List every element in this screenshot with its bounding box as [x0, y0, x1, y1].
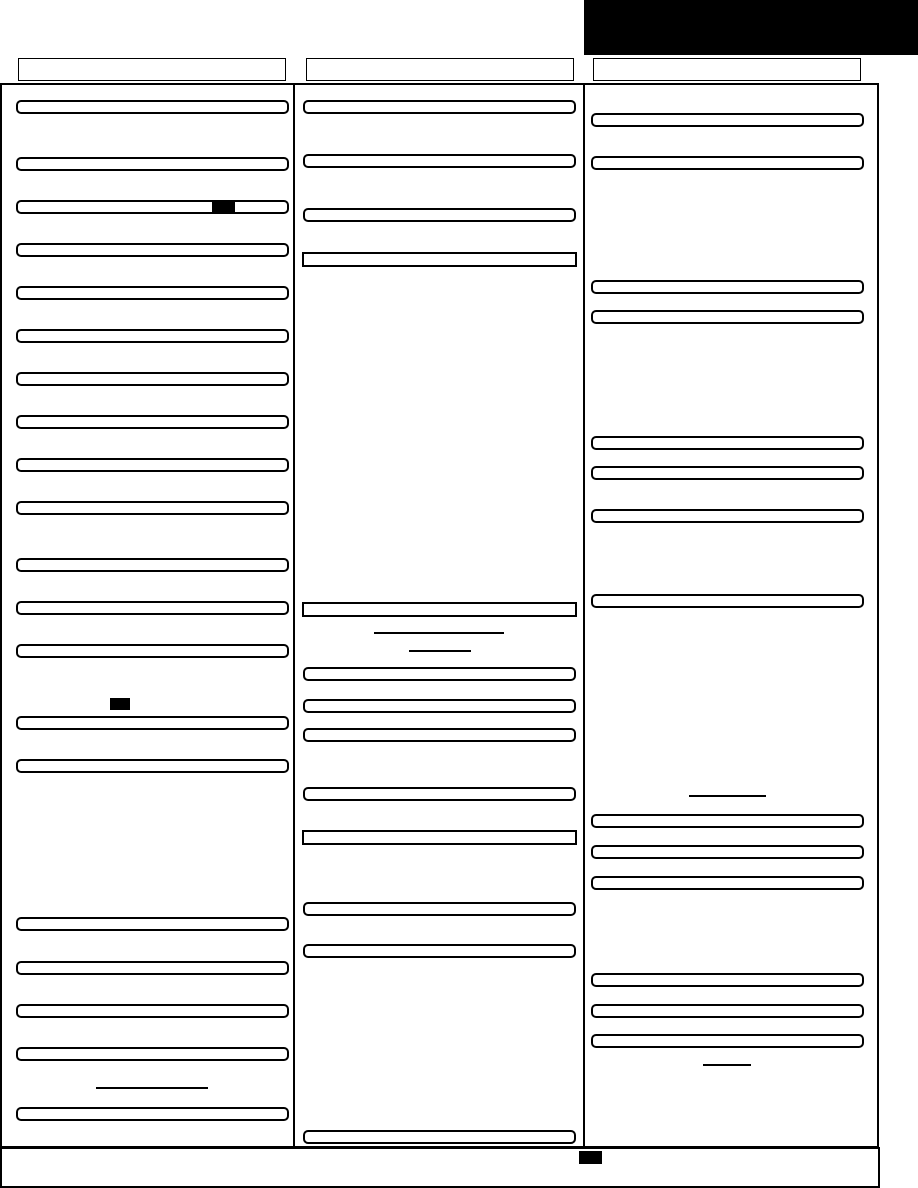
section-underline	[703, 1064, 751, 1066]
form-field[interactable]	[16, 286, 289, 300]
section-underline	[96, 1087, 208, 1089]
section-underline	[374, 632, 504, 634]
form-field[interactable]	[16, 243, 289, 257]
form-field[interactable]	[16, 1004, 289, 1018]
form-field[interactable]	[591, 436, 864, 450]
form-field[interactable]	[303, 667, 576, 681]
form-field[interactable]	[16, 200, 289, 214]
column-divider	[293, 85, 295, 1147]
form-field[interactable]	[303, 699, 576, 713]
form-field[interactable]	[591, 845, 864, 859]
form-field[interactable]	[591, 280, 864, 294]
field-marker	[212, 200, 235, 213]
form-field[interactable]	[16, 759, 289, 773]
section-underline	[409, 650, 471, 652]
form-field[interactable]	[16, 372, 289, 386]
field-marker	[110, 698, 130, 710]
form-field[interactable]	[303, 208, 576, 222]
form-field[interactable]	[591, 594, 864, 608]
form-field[interactable]	[303, 787, 576, 801]
form-field[interactable]	[303, 728, 576, 742]
column-header-left	[18, 58, 286, 81]
form-field[interactable]	[591, 1004, 864, 1018]
form-field[interactable]	[16, 458, 289, 472]
form-field[interactable]	[303, 902, 576, 916]
form-field[interactable]	[16, 100, 289, 114]
footer-marker	[579, 1151, 602, 1164]
form-field[interactable]	[303, 154, 576, 168]
form-field[interactable]	[16, 157, 289, 171]
form-field[interactable]	[591, 310, 864, 324]
form-field[interactable]	[16, 558, 289, 572]
form-field[interactable]	[591, 973, 864, 987]
column-header-right	[593, 58, 861, 81]
column-divider	[583, 85, 585, 1147]
form-section-box[interactable]	[302, 602, 577, 617]
form-field[interactable]	[591, 509, 864, 523]
form-field[interactable]	[591, 876, 864, 890]
form-field[interactable]	[591, 113, 864, 127]
form-field[interactable]	[16, 501, 289, 515]
form-field[interactable]	[16, 601, 289, 615]
form-field[interactable]	[16, 415, 289, 429]
form-field[interactable]	[16, 644, 289, 658]
form-title-block	[584, 0, 918, 55]
form-field[interactable]	[591, 466, 864, 480]
form-field[interactable]	[303, 100, 576, 114]
form-field[interactable]	[16, 917, 289, 931]
column-header-middle	[306, 58, 574, 81]
form-section-box[interactable]	[302, 252, 577, 267]
form-field[interactable]	[591, 1034, 864, 1048]
form-field[interactable]	[591, 156, 864, 170]
form-field[interactable]	[16, 1047, 289, 1061]
section-underline	[689, 795, 766, 797]
form-field[interactable]	[303, 944, 576, 958]
form-footer	[0, 1147, 880, 1188]
form-field[interactable]	[591, 814, 864, 828]
form-field[interactable]	[303, 1130, 576, 1144]
form-field[interactable]	[16, 329, 289, 343]
form-field[interactable]	[16, 716, 289, 730]
form-section-box[interactable]	[302, 830, 577, 845]
form-field[interactable]	[16, 961, 289, 975]
form-field[interactable]	[16, 1107, 289, 1121]
